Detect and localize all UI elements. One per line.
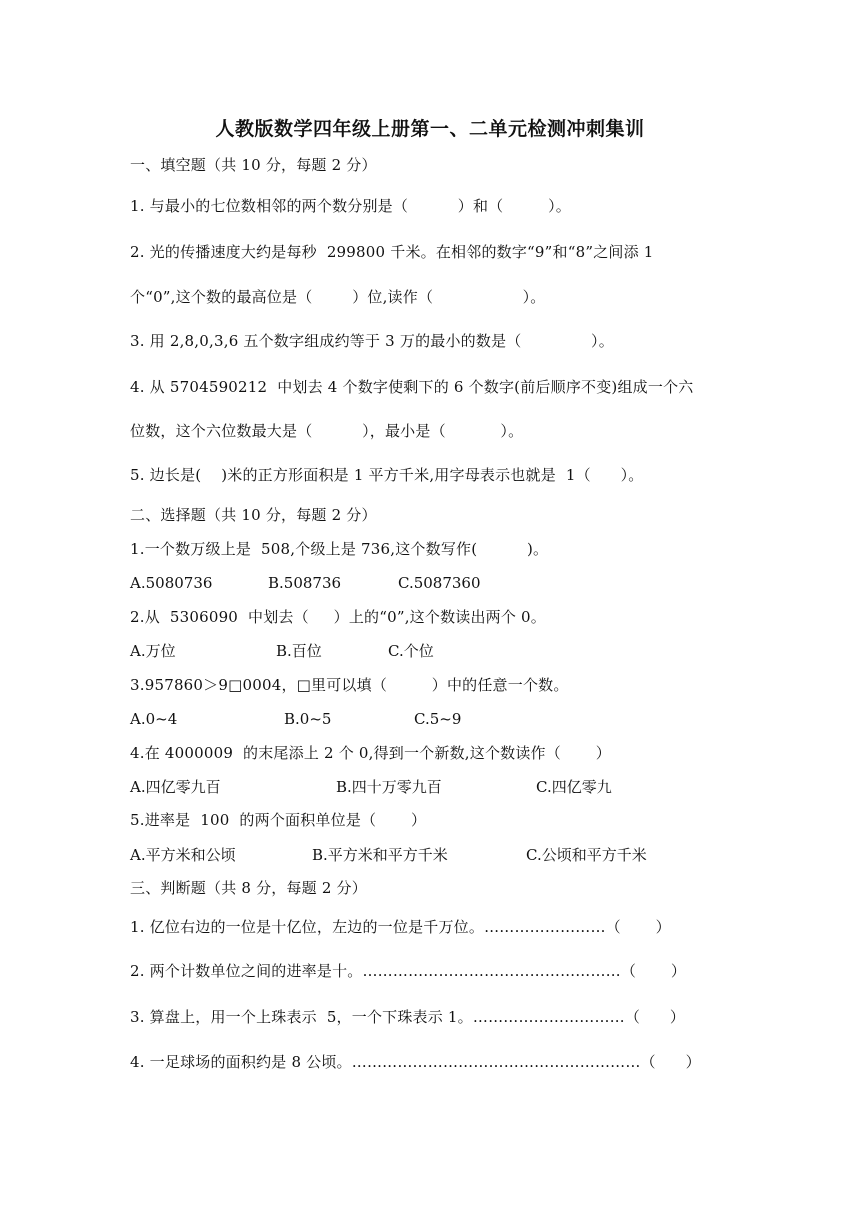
- judge-question-1: 1. 亿位右边的一位是十亿位，左边的一位是千万位。……………………（ ）: [130, 918, 671, 936]
- fill-question-2-line1: 2. 光的传播速度大约是每秒 299800 千米。在相邻的数字“9”和“8”之间添 1: [130, 243, 654, 261]
- fill-question-3: 3. 用 2,8,0,3,6 五个数字组成约等于 3 万的最小的数是（ ）。: [130, 332, 614, 350]
- page-title: 人教版数学四年级上册第一、二单元检测冲刺集训: [215, 118, 645, 140]
- choice-question-1: 1.一个数万级上是 508,个级上是 736,这个数写作( )。: [130, 540, 549, 558]
- option-b: B.四十万零九百: [336, 778, 442, 796]
- section3-heading: 三、判断题（共 8 分，每题 2 分）: [130, 879, 367, 897]
- option-a: A.0~4: [130, 710, 178, 728]
- option-b: B.0~5: [284, 710, 332, 728]
- judge-question-4: 4. 一足球场的面积约是 8 公顷。…………………………………………………（ ）: [130, 1053, 701, 1071]
- judge-question-2: 2. 两个计数单位之间的进率是十。……………………………………………（ ）: [130, 962, 687, 980]
- option-c: C.5~9: [414, 710, 462, 728]
- option-a: A.四亿零九百: [130, 778, 221, 796]
- section1-heading: 一、填空题（共 10 分，每题 2 分）: [130, 156, 377, 174]
- fill-question-5: 5. 边长是( )米的正方形面积是 1 平方千米,用字母表示也就是 1（ ）。: [130, 466, 644, 484]
- option-a: A.5080736: [130, 574, 213, 592]
- option-b: B.508736: [268, 574, 342, 592]
- option-b: B.百位: [276, 642, 322, 660]
- option-b: B.平方米和平方千米: [312, 846, 448, 864]
- fill-question-2-line2: 个“0”,这个数的最高位是（ ）位,读作（ ）。: [130, 288, 546, 306]
- choice-question-3: 3.957860＞9□0004，□里可以填（ ）中的任意一个数。: [130, 676, 569, 694]
- option-c: C.5087360: [398, 574, 481, 592]
- option-c: C.个位: [388, 642, 434, 660]
- choice-question-4: 4.在 4000009 的末尾添上 2 个 0,得到一个新数,这个数读作（ ）: [130, 744, 611, 762]
- judge-question-3: 3. 算盘上，用一个上珠表示 5，一个下珠表示 1。…………………………（ ）: [130, 1008, 686, 1026]
- option-a: A.平方米和公顷: [130, 846, 236, 864]
- option-a: A.万位: [130, 642, 176, 660]
- choice-question-2: 2.从 5306090 中划去（ ）上的“0”,这个数读出两个 0。: [130, 608, 546, 626]
- choice-question-5: 5.进率是 100 的两个面积单位是（ ）: [130, 811, 427, 829]
- fill-question-4-line1: 4. 从 5704590212 中划去 4 个数字使剩下的 6 个数字(前后顺序不变)组成一个六: [130, 378, 694, 396]
- option-c: C.公顷和平方千米: [526, 846, 647, 864]
- fill-question-1: 1. 与最小的七位数相邻的两个数分别是（ ）和（ ）。: [130, 197, 571, 215]
- option-c: C.四亿零九: [536, 778, 612, 796]
- fill-question-4-line2: 位数，这个六位数最大是（ ），最小是（ ）。: [130, 422, 524, 440]
- section2-heading: 二、选择题（共 10 分，每题 2 分）: [130, 506, 377, 524]
